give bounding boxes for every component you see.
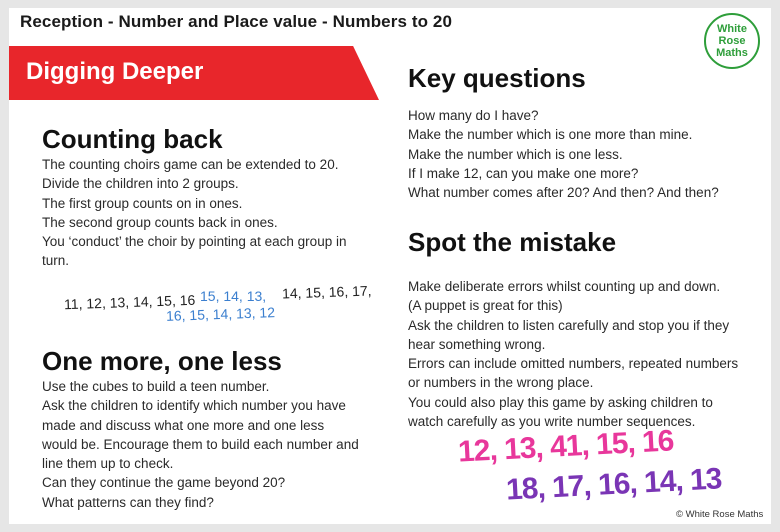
text-line: How many do I have? [408, 108, 539, 123]
text-line: If I make 12, can you make one more? [408, 165, 639, 181]
spot-the-mistake-heading: Spot the mistake [408, 227, 617, 257]
text-line: hear something wrong. [408, 336, 546, 352]
text-line: What patterns can they find? [42, 494, 214, 510]
text-line: You ‘conduct’ the choir by pointing at each group in [42, 234, 347, 250]
mistake-sequence-pink: 12, 13, 41, 15, 16 [457, 424, 675, 469]
copyright-notice: © White Rose Maths [676, 509, 764, 520]
sequence-count-back-1: 15, 14, 13, [200, 288, 267, 304]
text-line: The first group counts on in ones. [42, 195, 243, 211]
text-line: Ask the children to identify which number you have [42, 398, 346, 414]
counting-back-text [42, 155, 346, 271]
logo-line-2: Rose [718, 35, 746, 47]
text-line: Make deliberate errors whilst counting up and down. [408, 279, 721, 294]
text-line: line them up to check. [42, 456, 174, 472]
sequence-count-back-2: 16, 15, 14, 13, 12 [165, 304, 276, 324]
key-questions-text [408, 106, 719, 202]
text-line: watch carefully as you write number sequences. [408, 414, 696, 430]
text-line: The second group counts back in ones. [42, 214, 278, 230]
text-line: Make the number which is one less. [408, 146, 623, 162]
text-line: made and discuss what one more and one less [42, 417, 325, 433]
text-line: Make the number which is one more than mine. [408, 127, 693, 143]
sequence-count-on-2: 14, 15, 16, 17, [281, 282, 372, 302]
text-line: What number comes after 20? And then? And then? [408, 185, 719, 201]
text-line: Ask the children to listen carefully and stop you if they [408, 317, 730, 333]
logo-line-3: Maths [716, 47, 748, 59]
text-line: (A puppet is great for this) [408, 298, 563, 314]
one-more-one-less-text [42, 377, 359, 512]
text-line: Use the cubes to build a teen number. [42, 379, 270, 394]
text-line: You could also play this game by asking children to [408, 394, 713, 410]
text-line: The counting choirs game can be extended to 20. [42, 157, 339, 172]
text-line: or numbers in the wrong place. [408, 375, 594, 391]
white-rose-maths-logo [704, 13, 760, 69]
text-line: would be. Encourage them to build each number and [42, 436, 359, 452]
banner-label: Digging Deeper [26, 58, 204, 85]
key-questions-heading: Key questions [408, 63, 586, 93]
sequence-count-on: 11, 12, 13, 14, 15, 16 [63, 291, 196, 313]
text-line: turn. [42, 253, 70, 269]
text-line: Can they continue the game beyond 20? [42, 475, 286, 491]
mistake-sequence-purple: 18, 17, 16, 14, 13 [505, 462, 723, 507]
page-title: Reception - Number and Place value - Numbers to 20 [20, 12, 453, 31]
text-line: Divide the children into 2 groups. [42, 176, 239, 192]
counting-back-heading: Counting back [42, 124, 223, 154]
spot-the-mistake-text [408, 277, 738, 431]
logo-line-1: White [717, 23, 747, 35]
one-more-one-less-heading: One more, one less [42, 346, 282, 376]
text-line: Errors can include omitted numbers, repeated numbers [408, 356, 739, 372]
